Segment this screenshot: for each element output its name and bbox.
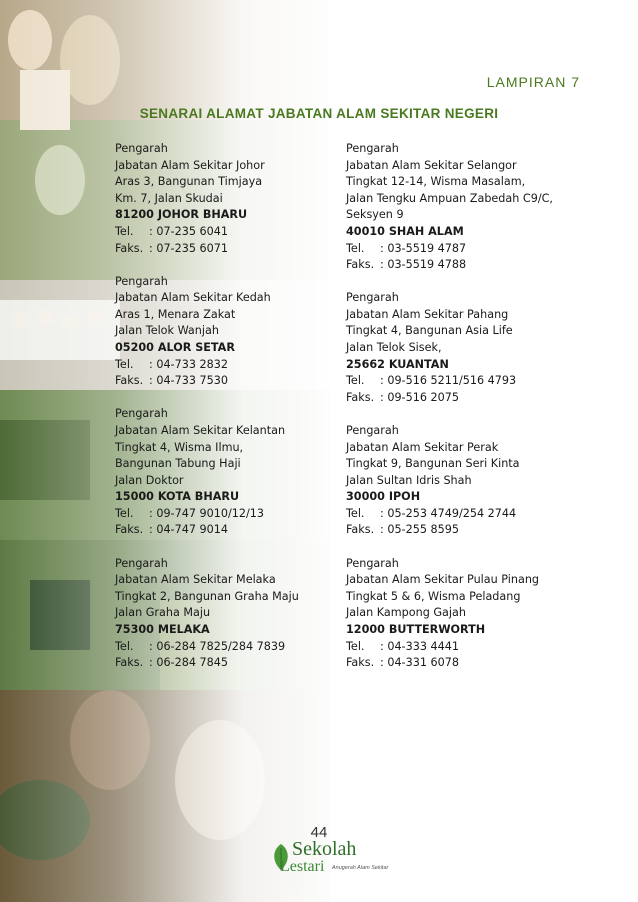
page-title: SENARAI ALAMAT JABATAN ALAM SEKITAR NEGERI [139,106,499,121]
telephone-line [346,241,586,258]
address-line: Seksyen 9 [346,208,404,222]
address-line: Jabatan Alam Sekitar Kedah [115,291,271,305]
fax-label: Faks. [346,390,375,404]
fax-line [346,390,586,407]
address-line: Pengarah [346,556,399,570]
address-line: Pengarah [346,142,399,155]
fax-label: Faks. [346,523,375,537]
page-number: 44 [310,824,328,841]
fax-line [115,655,355,672]
logo-tagline: Anugerah Alam Sekitar [332,865,389,871]
postcode-city: 05200 ALOR SETAR [115,341,235,355]
fax-number: : 03-5519 4788 [380,258,467,272]
postcode-city: 12000 BUTTERWORTH [346,622,486,636]
tel-label: Tel. [115,224,134,238]
logo-word-sekolah: Sekolah [292,838,357,860]
fax-line [115,241,355,258]
postcode-city: 25662 KUANTAN [346,357,449,371]
telephone-number: : 09-747 9010/12/13 [149,506,264,520]
telephone-number: : 07-235 6041 [149,224,228,238]
postcode-city: 30000 IPOH [346,490,421,504]
tel-label: Tel. [346,639,365,653]
address-line: Tingkat 4, Wisma Ilmu, [115,440,244,454]
fax-number: : 04-331 6078 [380,656,459,670]
telephone-line [346,639,586,656]
fax-line [346,522,586,539]
address-line: Pengarah [115,142,168,155]
address-line: Jabatan Alam Sekitar Pulau Pinang [346,573,540,587]
logo-word-lestari: Lestari [280,858,325,875]
address-line: Tingkat 4, Bangunan Asia Life [346,324,513,338]
address-entry-pulau-pinang [346,556,586,672]
telephone-line [115,639,355,656]
address-entry-kedah [115,274,355,390]
address-line: Jabatan Alam Sekitar Melaka [115,573,276,587]
fax-label: Faks. [346,258,375,272]
telephone-line [115,357,355,374]
fax-number: : 07-235 6071 [149,241,228,255]
address-entry-melaka [115,556,355,672]
fax-number: : 04-733 7530 [149,374,228,388]
address-line: Jalan Sultan Idris Shah [346,473,472,487]
tel-label: Tel. [115,506,134,520]
address-line: Pengarah [346,291,399,305]
address-column-right [346,141,586,688]
fax-label: Faks. [115,523,144,537]
telephone-number: : 04-733 2832 [149,357,228,371]
address-line: Jalan Doktor [115,473,184,487]
address-line: Aras 3, Bangunan Timjaya [115,175,263,189]
address-line: Jabatan Alam Sekitar Pahang [346,307,509,321]
address-line: Jabatan Alam Sekitar Kelantan [115,423,286,437]
address-line: Jabatan Alam Sekitar Johor [115,158,265,172]
fax-line [346,257,586,274]
address-line: Jalan Telok Wanjah [115,324,219,338]
address-line: Jabatan Alam Sekitar Selangor [346,158,517,172]
address-entry-pahang [346,290,586,406]
fax-label: Faks. [115,241,144,255]
address-line: Jalan Tengku Ampuan Zabedah C9/C, [346,191,553,205]
appendix-label: LAMPIRAN 7 [486,74,580,90]
postcode-city: 40010 SHAH ALAM [346,224,464,238]
telephone-line [115,224,355,241]
fax-line [115,373,355,390]
fax-number: : 04-747 9014 [149,523,228,537]
sekolah-lestari-logo [270,836,390,882]
address-line: Aras 1, Menara Zakat [115,307,236,321]
fax-number: : 06-284 7845 [149,656,228,670]
address-line: Pengarah [115,274,168,288]
address-line: Tingkat 2, Bangunan Graha Maju [115,589,299,603]
address-line: Tingkat 9, Bangunan Seri Kinta [346,457,520,471]
address-column-left [115,141,355,688]
tel-label: Tel. [346,241,365,255]
fax-number: : 09-516 2075 [380,390,459,404]
telephone-number: : 04-333 4441 [380,639,459,653]
address-line: Jabatan Alam Sekitar Perak [346,440,499,454]
telephone-line [346,373,586,390]
telephone-line [115,506,355,523]
address-entry-kelantan [115,406,355,539]
fax-number: : 05-255 8595 [380,523,459,537]
address-entry-selangor [346,141,586,274]
address-entry-johor [115,141,355,257]
tel-label: Tel. [115,357,134,371]
address-line: Jalan Telok Sisek, [346,341,442,355]
tel-label: Tel. [115,639,134,653]
address-line: Pengarah [346,423,399,437]
address-line: Bangunan Tabung Haji [115,457,241,471]
tel-label: Tel. [346,374,365,388]
telephone-line [346,506,586,523]
telephone-number: : 03-5519 4787 [380,241,467,255]
address-line: Tingkat 12-14, Wisma Masalam, [346,175,526,189]
postcode-city: 15000 KOTA BHARU [115,490,240,504]
address-line: Pengarah [115,407,168,421]
fax-line [115,522,355,539]
address-line: Km. 7, Jalan Skudai [115,191,223,205]
address-entry-perak [346,423,586,539]
postcode-city: 75300 MELAKA [115,622,210,636]
address-line: Tingkat 5 & 6, Wisma Peladang [346,589,521,603]
fax-label: Faks. [115,656,144,670]
address-line: Pengarah [115,556,168,570]
telephone-number: : 06-284 7825/284 7839 [149,639,286,653]
fax-label: Faks. [346,656,375,670]
telephone-number: : 09-516 5211/516 4793 [380,374,517,388]
address-line: Jalan Graha Maju [115,606,211,620]
address-line: Jalan Kampong Gajah [346,606,466,620]
tel-label: Tel. [346,506,365,520]
postcode-city: 81200 JOHOR BHARU [115,208,248,222]
telephone-number: : 05-253 4749/254 2744 [380,506,517,520]
fax-label: Faks. [115,374,144,388]
fax-line [346,655,586,672]
